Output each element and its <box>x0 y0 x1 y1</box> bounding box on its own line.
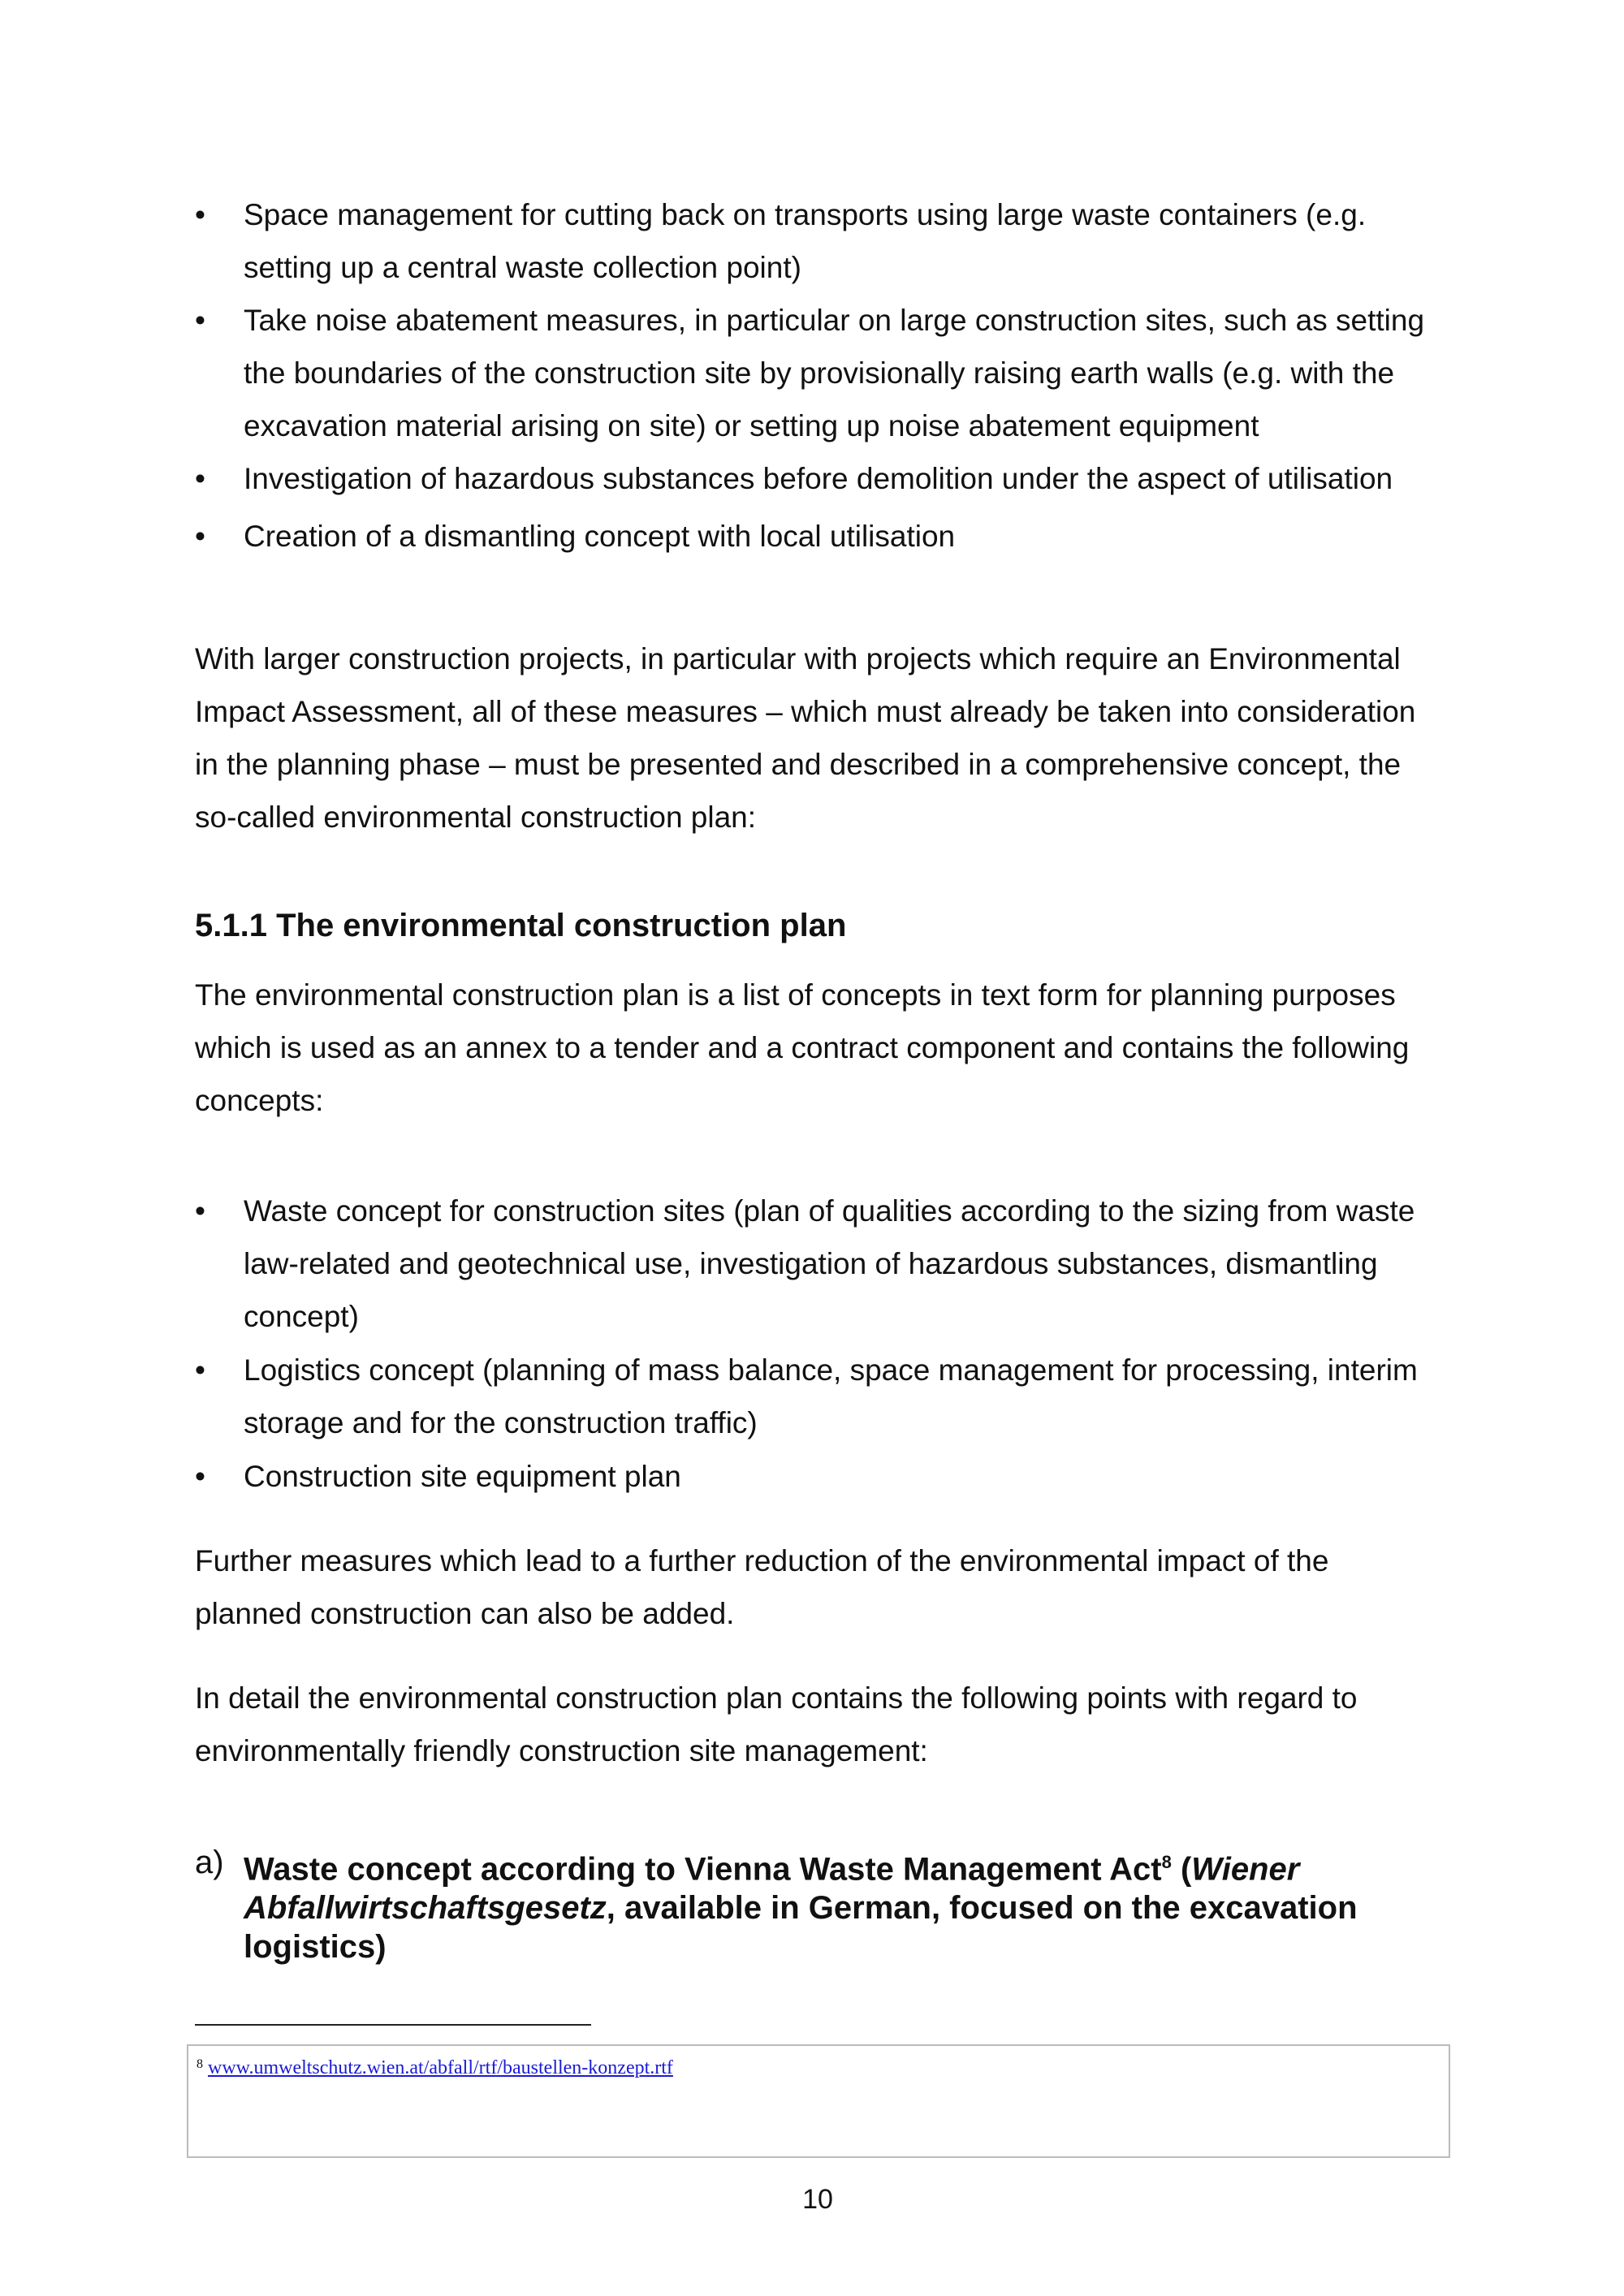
footnote-separator <box>195 2024 591 2026</box>
bullet-text: Take noise abatement measures, in particular on large construction sites, such as setting the boundaries of the construction site by provisionally raising earth walls (e.g. with the excavation material arising on site) or setting up noise abatement equipment <box>244 304 1425 442</box>
bullet-icon: • <box>195 1353 205 1387</box>
bullet-icon: • <box>195 462 205 495</box>
paragraph: With larger construction projects, in particular with projects which require an Environmental Impact Assessment, all of these measures – which must already be taken into consideration in the planning phase – must be presented and described in a comprehensive concept, the so-called environmental construction plan: <box>195 642 1416 834</box>
heading-italic: Wiener Abfallwirtschaftsgesetz <box>244 1851 1300 1927</box>
bullet-text: Logistics concept (planning of mass balance, space management for processing, interim storage and for the construction traffic) <box>244 1353 1418 1439</box>
footnote-number: 8 <box>197 2057 203 2071</box>
bullet-icon: • <box>195 520 205 553</box>
footnote-box <box>187 2044 1450 2158</box>
subsection-label: a) <box>195 1845 224 1880</box>
bullet-item <box>195 1185 1445 1343</box>
section-heading: 5.1.1 The environmental construction plan <box>195 908 847 943</box>
bullet-item <box>195 1450 1445 1503</box>
bullet-icon: • <box>195 304 205 337</box>
heading-text: , available in German, focused on the excavation logistics) <box>244 1890 1358 1966</box>
bullet-icon: • <box>195 1460 205 1493</box>
page-number: 10 <box>802 2184 833 2215</box>
bullet-item <box>195 1344 1445 1449</box>
bullet-item <box>195 510 1445 563</box>
paragraph: In detail the environmental construction plan contains the following points with regard to environmentally friendly construction site management: <box>195 1681 1358 1767</box>
bullet-text: Creation of a dismantling concept with local utilisation <box>244 520 956 553</box>
paragraph: Further measures which lead to a further reduction of the environmental impact of the planned construction can also be added. <box>195 1544 1329 1630</box>
bullet-icon: • <box>195 198 205 231</box>
bullet-text: Construction site equipment plan <box>244 1460 681 1493</box>
bullet-text: Space management for cutting back on transports using large waste containers (e.g. setting up a central waste collection point) <box>244 198 1367 284</box>
bullet-item <box>195 452 1445 505</box>
paragraph: The environmental construction plan is a list of concepts in text form for planning purposes which is used as an annex to a tender and a contract component and contains the following concepts: <box>195 978 1410 1117</box>
bullet-text: Investigation of hazardous substances before demolition under the aspect of utilisation <box>244 462 1393 495</box>
bullet-item <box>195 294 1445 452</box>
footnote-link[interactable]: www.umweltschutz.wien.at/abfall/rtf/baustellen-konzept.rtf <box>208 2057 673 2078</box>
bullet-text: Waste concept for construction sites (plan of qualities according to the sizing from waste law-related and geotechnical use, investigation of hazardous substances, dismantling concept) <box>244 1194 1415 1333</box>
bullet-item <box>195 188 1445 294</box>
bullet-icon: • <box>195 1194 205 1228</box>
heading-text: Waste concept according to Vienna Waste Management Act <box>244 1851 1162 1888</box>
footnote-ref[interactable]: 8 <box>1161 1852 1172 1872</box>
subsection-heading <box>195 1843 1413 1966</box>
footnote <box>197 2057 673 2079</box>
heading-text: ( <box>1171 1851 1192 1888</box>
